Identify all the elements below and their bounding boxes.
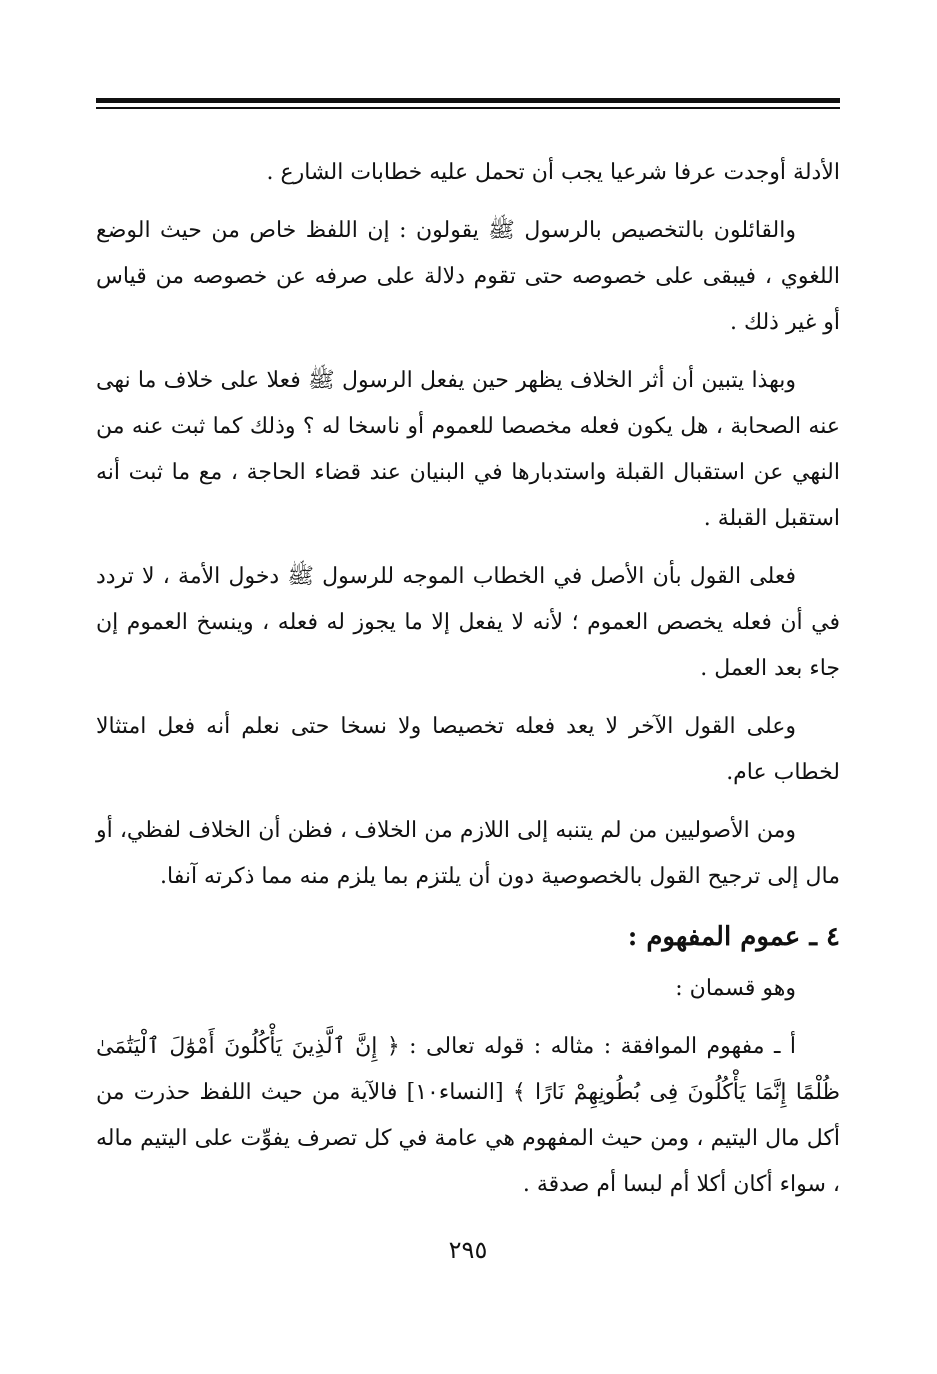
header-rule-thin: [96, 107, 840, 109]
paragraph: وبهذا يتبين أن أثر الخلاف يظهر حين يفعل الرسول ﷺ فعلا على خلاف ما نهى عنه الصحابة ، هل يكون فعله مخصصا للعموم أو ناسخا له ؟ وذلك كما ثبت عنه من النهي عن استقبال القبلة واستدبارها في البنيان عند قضاء الحاجة ، مع ما ثبت أنه استقبل القبلة .: [96, 368, 840, 531]
header-rule-thick: [96, 98, 840, 103]
body-text: [96, 150, 840, 1220]
paragraph-text: أ ـ مفهوم الموافقة : مثاله : قوله تعالى :: [399, 1034, 797, 1059]
paragraph: الأدلة أوجدت عرفا شرعيا يجب أن تحمل عليه خطابات الشارع .: [266, 160, 840, 185]
paragraph: والقائلون بالتخصيص بالرسول ﷺ يقولون : إن اللفظ خاص من حيث الوضع اللغوي ، فيبقى على خصوصه حتى تقوم دلالة على صرفه عن خصوصه من قياس أو غير ذلك .: [96, 218, 840, 335]
paragraph: ومن الأصوليين من لم يتنبه إلى اللازم من الخلاف ، فظن أن الخلاف لفظي، أو مال إلى ترجيح القول بالخصوصية دون أن يلتزم بما يلزم منه مما ذكرته آنفا.: [96, 818, 840, 889]
paragraph: فعلى القول بأن الأصل في الخطاب الموجه للرسول ﷺ دخول الأمة ، لا تردد في أن فعله يخصص العموم ؛ لأنه لا يفعل إلا ما يجوز له فعله ، وينسخ العموم إن جاء بعد العمل .: [96, 564, 840, 681]
section-heading: ٤ ـ عموم المفهوم :: [627, 922, 840, 952]
page-number: ٢٩٥: [448, 1236, 488, 1264]
paragraph: وهو قسمان :: [675, 976, 796, 1001]
paragraph-text: [النساء١٠] فالآية من حيث اللفظ حذرت من أكل مال اليتيم ، ومن حيث المفهوم هي عامة في كل تصرف يفوِّت على اليتيم ماله ، سواء أكان أكلا أم لبسا أم صدقة .: [96, 1080, 840, 1197]
book-page: [96, 0, 840, 1374]
quran-verse: ﴿ إِنَّ ٱلَّذِينَ يَأْكُلُونَ أَمْوَٰلَ ٱلْيَتَٰمَىٰ ظُلْمًا إِنَّمَا يَأْكُلُونَ فِى بُطُونِهِمْ نَارًا ﴾: [96, 1034, 840, 1105]
paragraph: [96, 1024, 840, 1208]
paragraph: وعلى القول الآخر لا يعد فعله تخصيصا ولا نسخا حتى نعلم أنه فعل امتثالا لخطاب عام.: [96, 714, 840, 785]
